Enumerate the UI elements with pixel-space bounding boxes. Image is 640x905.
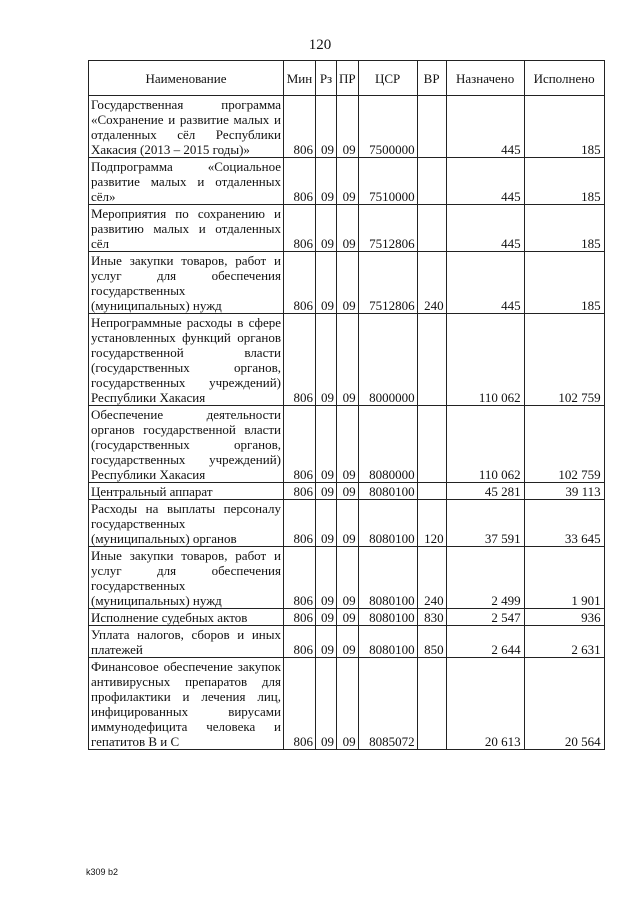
- cell-csr: 7512806: [358, 252, 417, 314]
- header-vr: ВР: [417, 61, 446, 96]
- cell-vr: [417, 158, 446, 205]
- cell-pr: 09: [337, 547, 359, 609]
- cell-min: 806: [284, 658, 316, 750]
- table-row: [89, 658, 605, 750]
- cell-assigned: 2 644: [446, 626, 524, 658]
- cell-csr: 8085072: [358, 658, 417, 750]
- cell-executed: 102 759: [524, 406, 604, 483]
- table-row: [89, 609, 605, 626]
- cell-name: Иные закупки товаров, работ и услуг для обеспечения государственных (муниципальных) нужд: [89, 252, 284, 314]
- cell-min: 806: [284, 96, 316, 158]
- cell-executed: 185: [524, 205, 604, 252]
- cell-name: Мероприятия по сохранению и развитию малых и отдаленных сёл: [89, 205, 284, 252]
- header-rz: Рз: [316, 61, 337, 96]
- cell-csr: 7500000: [358, 96, 417, 158]
- page-number: 120: [308, 37, 332, 53]
- cell-name: Подпрограмма «Социальное развитие малых и отдаленных сёл»: [89, 158, 284, 205]
- cell-executed: 33 645: [524, 500, 604, 547]
- table-row: [89, 96, 605, 158]
- table-body: [89, 96, 605, 750]
- cell-name: Обеспечение деятельности органов государственной власти (государственных органов, государственных учреждений) Республики Хакасия: [89, 406, 284, 483]
- cell-rz: 09: [316, 626, 337, 658]
- table-row: [89, 483, 605, 500]
- cell-vr: 830: [417, 609, 446, 626]
- cell-name: Исполнение судебных актов: [89, 609, 284, 626]
- cell-csr: 8080100: [358, 626, 417, 658]
- cell-rz: 09: [316, 547, 337, 609]
- cell-vr: [417, 96, 446, 158]
- cell-min: 806: [284, 500, 316, 547]
- cell-pr: 09: [337, 205, 359, 252]
- cell-assigned: 20 613: [446, 658, 524, 750]
- table-row: [89, 252, 605, 314]
- header-executed: Исполнено: [524, 61, 604, 96]
- cell-name: Иные закупки товаров, работ и услуг для обеспечения государственных (муниципальных) нужд: [89, 547, 284, 609]
- cell-rz: 09: [316, 205, 337, 252]
- budget-table: [88, 60, 605, 750]
- cell-vr: 240: [417, 547, 446, 609]
- cell-min: 806: [284, 547, 316, 609]
- cell-rz: 09: [316, 158, 337, 205]
- cell-csr: 7510000: [358, 158, 417, 205]
- cell-assigned: 45 281: [446, 483, 524, 500]
- cell-executed: 936: [524, 609, 604, 626]
- cell-min: 806: [284, 314, 316, 406]
- cell-vr: 850: [417, 626, 446, 658]
- cell-pr: 09: [337, 500, 359, 547]
- cell-name: Финансовое обеспечение закупок антивирусных препаратов для профилактики и лечения лиц, инфицированных вирусами иммунодефицита человека и гепатитов В и С: [89, 658, 284, 750]
- header-csr: ЦСР: [358, 61, 417, 96]
- cell-pr: 09: [337, 406, 359, 483]
- table-row: [89, 314, 605, 406]
- cell-name: Расходы на выплаты персоналу государственных (муниципальных) органов: [89, 500, 284, 547]
- cell-pr: 09: [337, 158, 359, 205]
- cell-min: 806: [284, 626, 316, 658]
- table-row: [89, 406, 605, 483]
- cell-name: Уплата налогов, сборов и иных платежей: [89, 626, 284, 658]
- cell-vr: [417, 483, 446, 500]
- cell-rz: 09: [316, 483, 337, 500]
- cell-rz: 09: [316, 406, 337, 483]
- cell-rz: 09: [316, 609, 337, 626]
- cell-pr: 09: [337, 626, 359, 658]
- cell-csr: 8080100: [358, 547, 417, 609]
- cell-csr: 8080000: [358, 406, 417, 483]
- header-min: Мин: [284, 61, 316, 96]
- cell-rz: 09: [316, 96, 337, 158]
- cell-vr: [417, 205, 446, 252]
- cell-pr: 09: [337, 658, 359, 750]
- cell-pr: 09: [337, 609, 359, 626]
- cell-vr: 240: [417, 252, 446, 314]
- cell-assigned: 445: [446, 96, 524, 158]
- cell-executed: 2 631: [524, 626, 604, 658]
- cell-assigned: 37 591: [446, 500, 524, 547]
- cell-assigned: 445: [446, 158, 524, 205]
- cell-assigned: 2 547: [446, 609, 524, 626]
- table-row: [89, 547, 605, 609]
- cell-assigned: 110 062: [446, 314, 524, 406]
- cell-executed: 39 113: [524, 483, 604, 500]
- cell-csr: 8080100: [358, 483, 417, 500]
- cell-name: Государственная программа «Сохранение и развитие малых и отдаленных сёл Республики Хакасия (2013 – 2015 годы)»: [89, 96, 284, 158]
- table-row: [89, 626, 605, 658]
- cell-vr: [417, 314, 446, 406]
- cell-executed: 102 759: [524, 314, 604, 406]
- cell-executed: 20 564: [524, 658, 604, 750]
- table-row: [89, 205, 605, 252]
- cell-assigned: 2 499: [446, 547, 524, 609]
- cell-pr: 09: [337, 96, 359, 158]
- cell-executed: 185: [524, 158, 604, 205]
- cell-executed: 1 901: [524, 547, 604, 609]
- cell-name: Непрограммные расходы в сфере установленных функций органов государственной власти (государственных органов, государственных учреждений) Республики Хакасия: [89, 314, 284, 406]
- cell-min: 806: [284, 406, 316, 483]
- cell-csr: 8080100: [358, 609, 417, 626]
- cell-vr: [417, 658, 446, 750]
- cell-rz: 09: [316, 314, 337, 406]
- cell-rz: 09: [316, 252, 337, 314]
- cell-min: 806: [284, 205, 316, 252]
- cell-min: 806: [284, 252, 316, 314]
- cell-min: 806: [284, 158, 316, 205]
- header-name: Наименование: [89, 61, 284, 96]
- header-pr: ПР: [337, 61, 359, 96]
- cell-min: 806: [284, 609, 316, 626]
- cell-csr: 8000000: [358, 314, 417, 406]
- table-row: [89, 500, 605, 547]
- cell-vr: [417, 406, 446, 483]
- cell-pr: 09: [337, 252, 359, 314]
- cell-assigned: 445: [446, 252, 524, 314]
- cell-csr: 7512806: [358, 205, 417, 252]
- table-row: [89, 158, 605, 205]
- cell-pr: 09: [337, 483, 359, 500]
- cell-min: 806: [284, 483, 316, 500]
- header-assigned: Назначено: [446, 61, 524, 96]
- cell-rz: 09: [316, 500, 337, 547]
- cell-name: Центральный аппарат: [89, 483, 284, 500]
- footer-code: k309 b2: [86, 867, 119, 877]
- cell-vr: 120: [417, 500, 446, 547]
- cell-rz: 09: [316, 658, 337, 750]
- cell-executed: 185: [524, 96, 604, 158]
- cell-assigned: 445: [446, 205, 524, 252]
- cell-pr: 09: [337, 314, 359, 406]
- table-header-row: [89, 61, 605, 96]
- cell-csr: 8080100: [358, 500, 417, 547]
- cell-assigned: 110 062: [446, 406, 524, 483]
- cell-executed: 185: [524, 252, 604, 314]
